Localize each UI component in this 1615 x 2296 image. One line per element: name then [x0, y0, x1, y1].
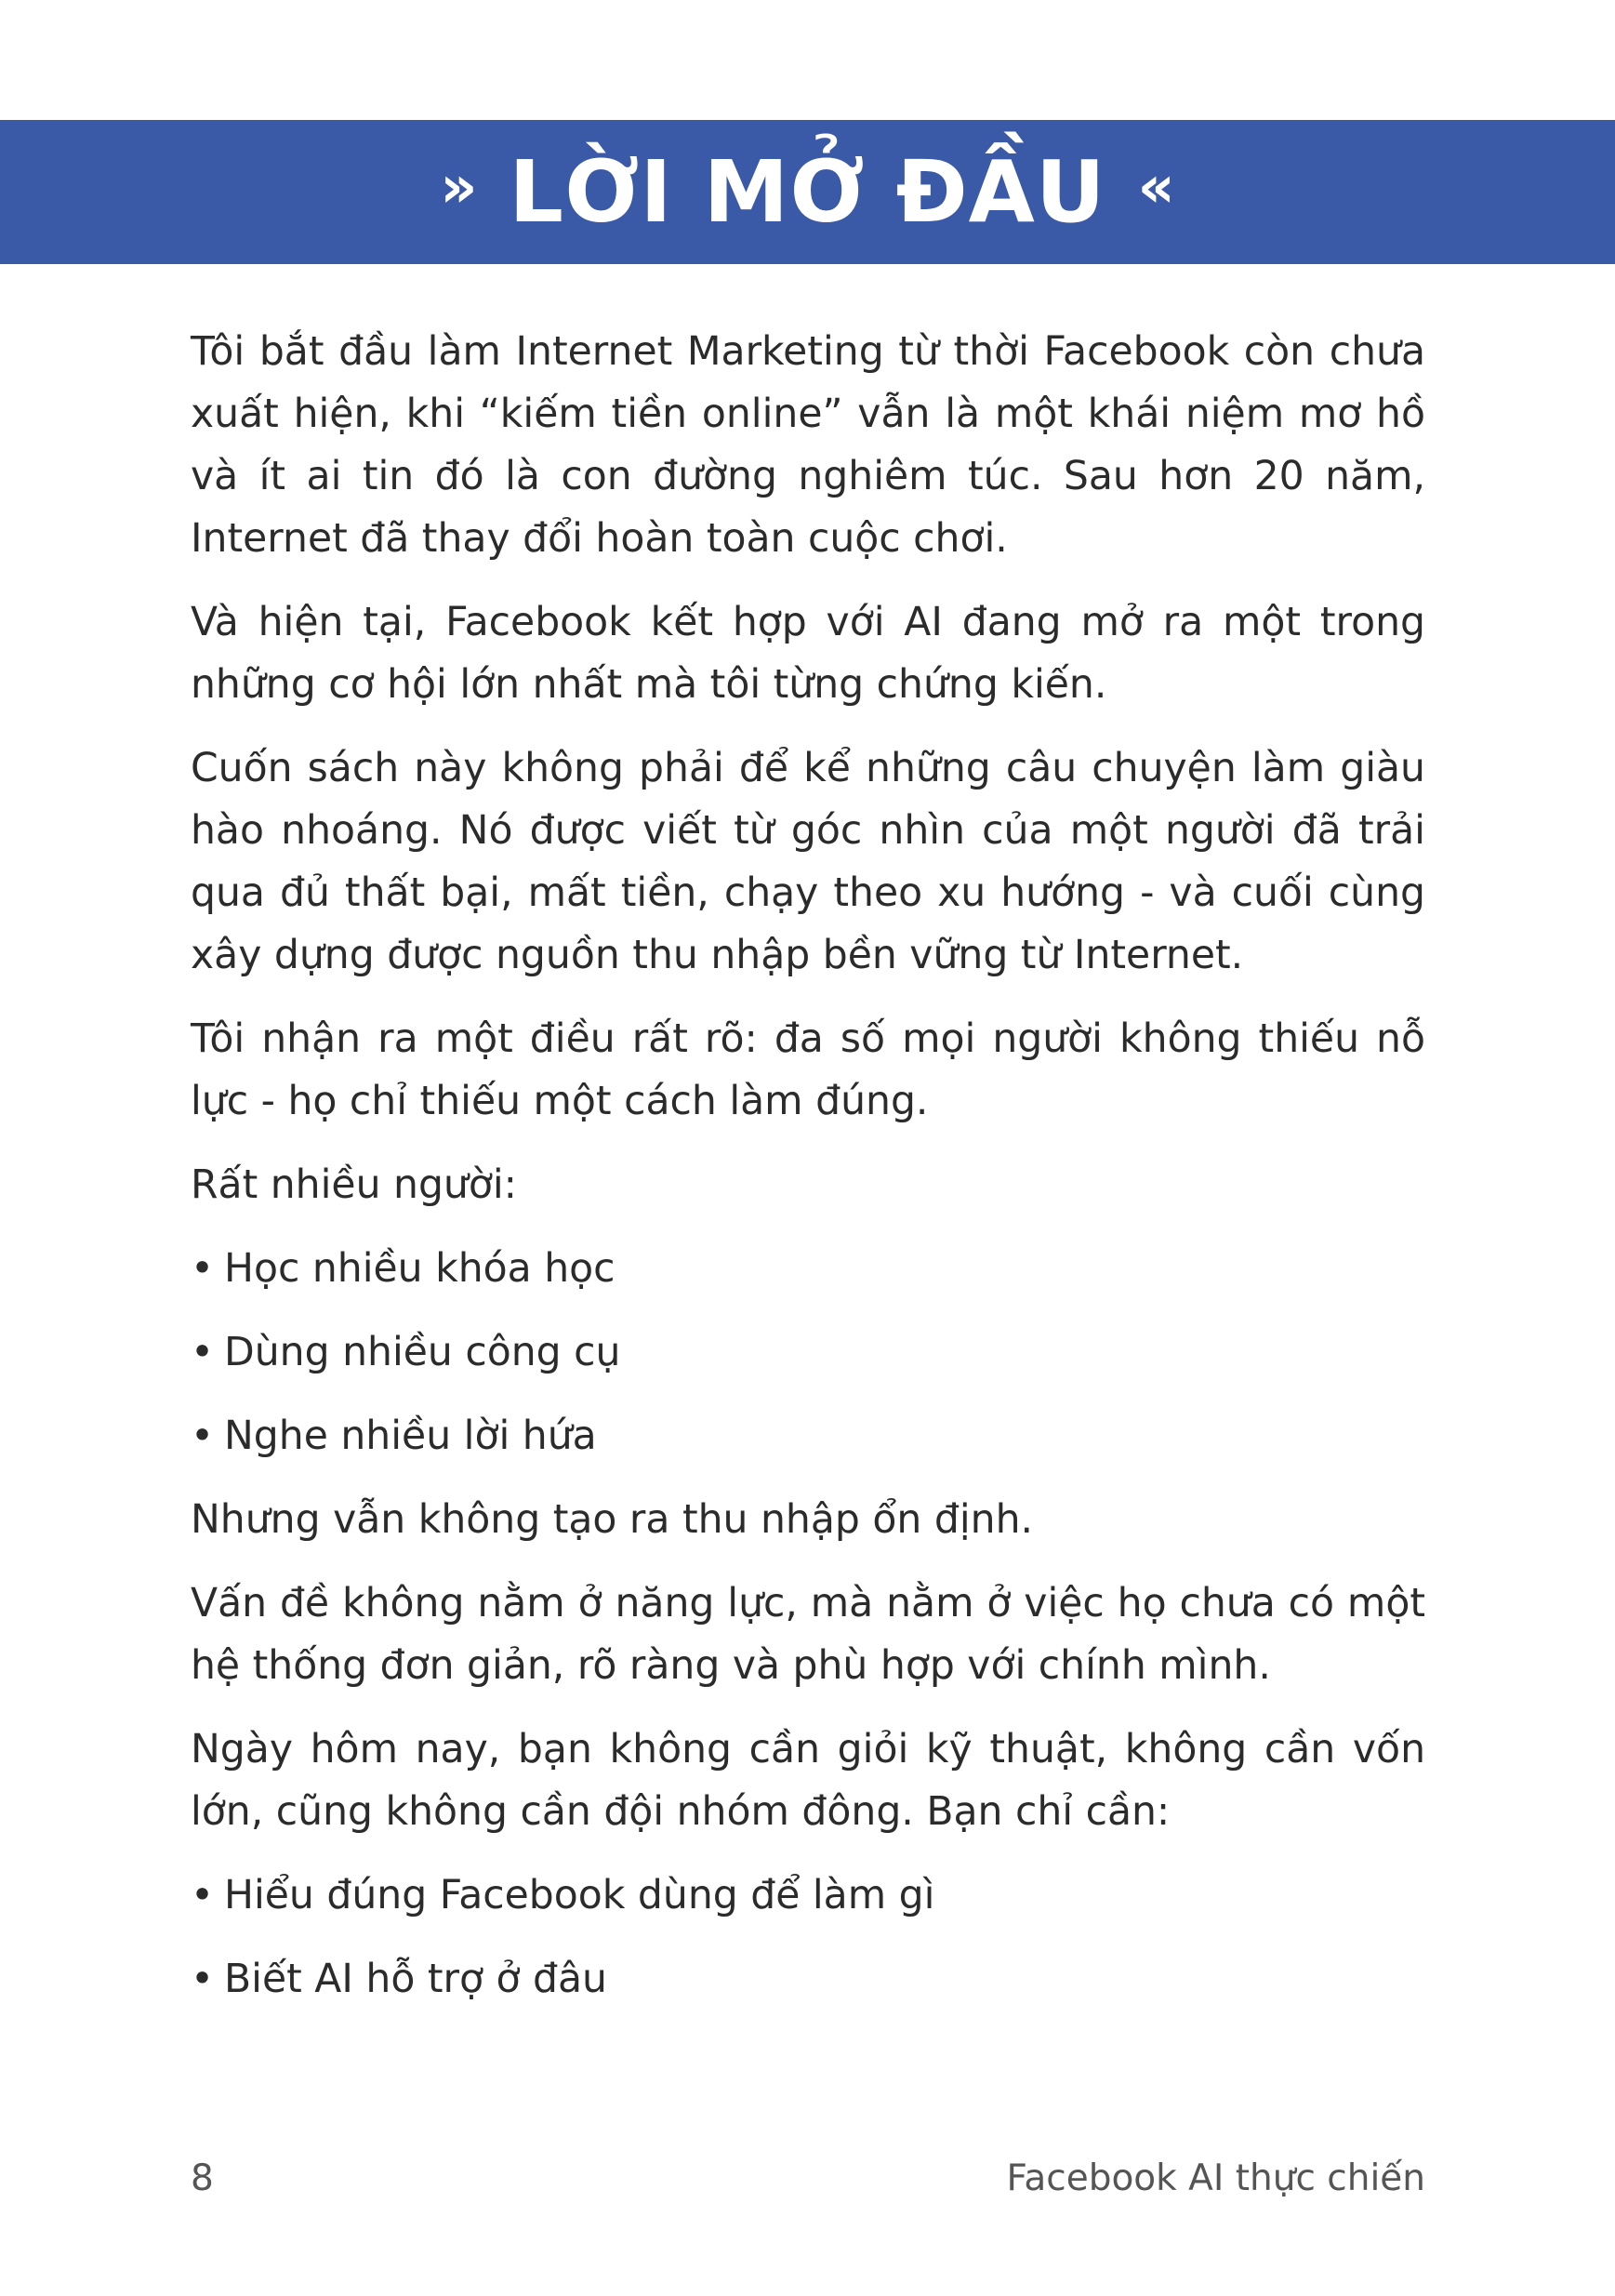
page-number: 8	[191, 2157, 214, 2199]
paragraph-today: Ngày hôm nay, bạn không cần giỏi kỹ thuật, không cần vốn lớn, cũng không cần đội nhóm đông. Bạn chỉ cần:	[191, 1727, 1425, 1835]
running-book-title: Facebook AI thực chiến	[1006, 2157, 1425, 2199]
paragraph-problem: Vấn đề không nằm ở năng lực, mà nằm ở việc họ chưa có một hệ thống đơn giản, rõ ràng và phù hợp với chính mình.	[191, 1581, 1425, 1689]
paragraph-realization: Tôi nhận ra một điều rất rõ: đa số mọi người không thiếu nỗ lực - họ chỉ thiếu một cách làm đúng.	[191, 1016, 1425, 1124]
list-item	[191, 1321, 1425, 1384]
list-item-text: Dùng nhiều công cụ	[224, 1330, 621, 1375]
list-requirements	[191, 1865, 1425, 2011]
left-chevron-icon: »	[440, 152, 478, 220]
list-item-text: Hiểu đúng Facebook dùng để làm gì	[224, 1873, 935, 1918]
list-item-text: Biết AI hỗ trợ ở đâu	[224, 1957, 607, 2002]
page-body	[191, 321, 1425, 2032]
paragraph-many-people: Rất nhiều người:	[191, 1162, 517, 1208]
page-footer	[191, 2157, 1425, 2199]
list-item	[191, 1405, 1425, 1467]
bullet-icon: •	[191, 1873, 215, 1918]
list-item	[191, 1865, 1425, 1927]
list-item-text: Nghe nhiều lời hứa	[224, 1413, 597, 1459]
paragraph-book-purpose: Cuốn sách này không phải để kể những câu chuyện làm giàu hào nhoáng. Nó được viết từ góc nhìn của một người đã trải qua đủ thất bại, mất tiền, chạy theo xu hướng - và cuối cùng xây dựng được nguồn thu nhập bền vững từ Internet.	[191, 746, 1425, 978]
bullet-icon: •	[191, 1957, 215, 2002]
list-item	[191, 1948, 1425, 2011]
chapter-title: LỜI MỞ ĐẦU	[509, 141, 1106, 242]
list-common-behaviors	[191, 1238, 1425, 1467]
chapter-title-banner	[0, 120, 1615, 264]
paragraph-no-income: Nhưng vẫn không tạo ra thu nhập ổn định.	[191, 1497, 1034, 1543]
chapter-title-group	[440, 141, 1175, 242]
right-chevron-icon: «	[1137, 152, 1175, 220]
list-item-text: Học nhiều khóa học	[224, 1246, 616, 1292]
bullet-icon: •	[191, 1246, 215, 1292]
bullet-icon: •	[191, 1330, 215, 1375]
paragraph-opportunity: Và hiện tại, Facebook kết hợp với AI đang mở ra một trong những cơ hội lớn nhất mà tôi từng chứng kiến.	[191, 600, 1425, 708]
list-item	[191, 1238, 1425, 1300]
bullet-icon: •	[191, 1413, 215, 1459]
paragraph-intro: Tôi bắt đầu làm Internet Marketing từ thời Facebook còn chưa xuất hiện, khi “kiếm tiền online” vẫn là một khái niệm mơ hồ và ít ai tin đó là con đường nghiêm túc. Sau hơn 20 năm, Internet đã thay đổi hoàn toàn cuộc chơi.	[191, 329, 1425, 562]
